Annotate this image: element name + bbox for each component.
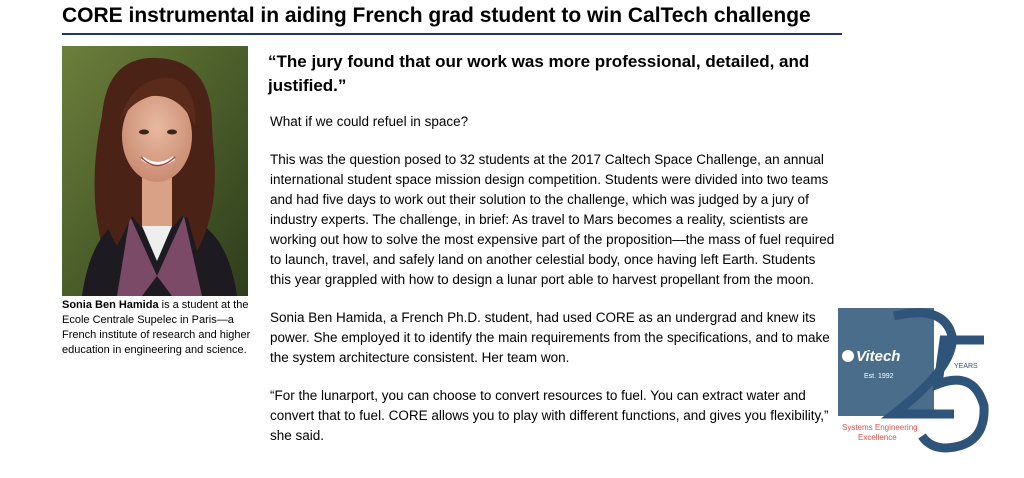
pull-quote: “The jury found that our work was more professional, detailed, and justified.” (268, 52, 810, 95)
caption-text: is a student at the Ecole Centrale Supelec in Paris—a French institute of research and higher education in engineering and science. (62, 299, 251, 356)
vitech-25-years-logo (834, 306, 994, 456)
portrait-photo (62, 46, 248, 296)
logo-years-label: YEARS (954, 363, 978, 370)
paragraph-question: What if we could refuel in space? (270, 114, 469, 129)
article-body (270, 112, 840, 464)
headline: CORE instrumental in aiding French grad student to win CalTech challenge (62, 4, 811, 27)
paragraph-core-usage: Sonia Ben Hamida, a French Ph.D. student, had used CORE as an undergrad and knew its power. She employed it to identify the main requirements from the specifications, and to make the system architecture consistent. Her team won. (270, 310, 830, 365)
logo-tagline-1: Systems Engineering (842, 423, 918, 432)
logo-tagline-2: Excellence (858, 433, 897, 442)
caption-name: Sonia Ben Hamida (62, 299, 159, 311)
paragraph-quote: “For the lunarport, you can choose to convert resources to fuel. You can extract water and convert that to fuel. CORE allows you to play with different functions, and gives you flexibility,” she said. (270, 388, 829, 443)
logo-established: Est. 1992 (864, 373, 894, 380)
globe-icon (842, 350, 854, 362)
paragraph-challenge: This was the question posed to 32 students at the 2017 Caltech Space Challenge, an annual international student space mission design competition. Students were divided into two teams and had five days to work out their solution to the challenge, which was judged by a jury of industry experts. The challenge, in brief: As travel to Mars becomes a reality, scientists are working out how to solve the most expensive part of the proposition—the mass of fuel required to launch, travel, and safely land on another celestial body, once having left Earth. Students this year grappled with how to design a lunar port able to harvest propellant from the moon. (270, 152, 835, 287)
logo-brand: Vitech (856, 348, 901, 365)
headline-underline (62, 33, 842, 35)
photo-caption (62, 298, 252, 358)
